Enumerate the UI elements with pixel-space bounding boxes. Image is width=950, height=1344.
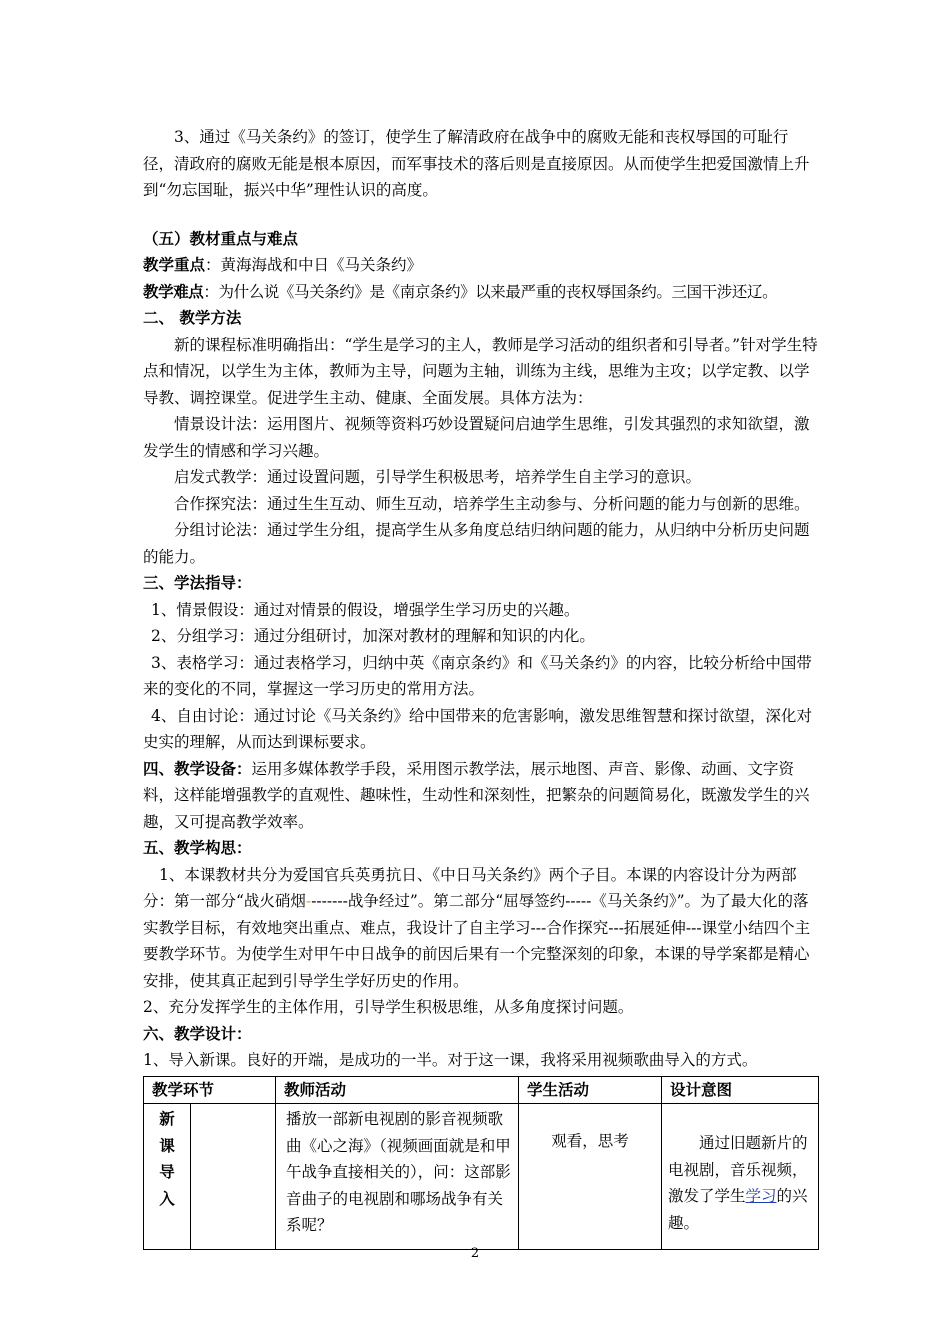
study-guide-item: 1、情景假设：通过对情景的假设，增强学生学习历史的兴趣。 [151, 600, 580, 619]
page-number: 2 [470, 1246, 480, 1261]
design-intro: 1、导入新课。良好的开端，是成功的一半。对于这一课，我将采用视频歌曲导入的方式。 [143, 1051, 758, 1069]
teaching-focus-text: ：黄海海战和中日《马关条约》 [205, 256, 423, 274]
teaching-focus [143, 252, 819, 279]
study-link[interactable]: 学习 [745, 1187, 777, 1205]
method-item: 分组讨论法：通过学生分组，提高学生从多角度总结归纳问题的能力，从归纳中分析历史问题的能力。 [143, 521, 810, 566]
concept-point-2: 2、充分发挥学生的主体作用，引导学生积极思维，从多角度探讨问题。 [143, 998, 634, 1016]
table-header-row [144, 1076, 819, 1104]
equipment-text: 运用多媒体教学手段，采用图示教学法，展示地图、声音、影像、动画、文字资料，这样能增强教学的直观性、趣味性，生动性和深刻性，把繁杂的问题简易化，既激发学生的兴趣，又可提高教学效率。 [143, 759, 810, 831]
study-guide-item: 4、自由讨论：通过讨论《马关条约》给中国带来的危害影响，激发思维智慧和探讨欲望，深化对史实的理解，从而达到课标要求。 [143, 706, 812, 751]
study-guide-heading: 三、学法指导： [143, 573, 252, 592]
stage-char: 导 [159, 1162, 175, 1181]
teaching-focus-label: 教学重点 [143, 255, 206, 274]
concept-point-1-text-cont: -------战争经过”。第二部分“屈辱签约-----《马关条约》”。为了最大化的落实教学目标，有效地突出重点、难点，我设计了自主学习---合作探究---拓展延伸---课堂小结四个主要教学环节。为使学生对甲午中日战争的前因后果有一个完整深刻的印象，本课的导学案都是精心安排，使其真正起到引导学生学好历史的作用。 [143, 892, 811, 990]
teaching-difficulty-text: ：为什么说《马关条约》是《南京条约》以来最严重的丧权辱国条约。三国干涉还辽。 [203, 282, 778, 301]
methods-heading: 二、 教学方法 [143, 308, 242, 327]
study-guide-item: 2、分组学习：通过分组研讨，加深对教材的理解和知识的内化。 [151, 627, 595, 645]
methods-intro: 新的课程标准明确指出：“学生是学习的主人，教师是学习活动的组织者和引导者。”针对学生特点和情况，以学生为主体，教师为主导，问题为主轴，训练为主线，思维为主攻；以学定教、以学导教、调控课堂。促进学生主动、健康、全面发展。具体方法为： [143, 335, 818, 407]
teacher-activity-cell: 播放一部新电视剧的影音视频歌曲《心之海》（视频画面就是和甲午战争直接相关的），问：这部影音曲子的电视剧和哪场战争有关系呢？ [276, 1104, 519, 1250]
stage-char: 课 [159, 1135, 175, 1155]
header-design-intent: 设计意图 [662, 1076, 819, 1104]
header-teacher-activity: 教师活动 [276, 1076, 519, 1104]
study-guide-item: 3、表格学习：通过表格学习，归纳中英《南京条约》和《马关条约》的内容，比较分析给中国带来的变化的不同，掌握这一学习历史的常用方法。 [143, 653, 812, 698]
method-item: 启发式教学：通过设置问题，引导学生积极思考，培养学生自主学习的意识。 [174, 468, 702, 486]
teaching-difficulty-label: 教学难点 [143, 281, 204, 301]
method-item: 情景设计法：运用图片、视频等资料巧妙设置疑问启迪学生思维，引发其强烈的求知欲望，激发学生的情感和学习兴趣。 [143, 415, 810, 460]
stage-char: 新 [159, 1109, 175, 1128]
document-body [143, 124, 819, 1250]
design-heading: 六、教学设计： [143, 1023, 252, 1043]
empty-cell [191, 1104, 276, 1250]
cursor-dot: - [305, 892, 312, 910]
concept-point-1-text: 1、本课教材共分为爱国官兵英勇抗日、《中日马关条约》两个子目。本课的内容设计分为两部分：第一部分“战火硝烟 [143, 865, 797, 910]
stage-char: 入 [159, 1188, 175, 1208]
lesson-design-table [143, 1076, 819, 1251]
concept-heading: 五、教学构思： [143, 838, 252, 857]
design-intent-cell [662, 1104, 819, 1250]
header-teaching-stage: 教学环节 [144, 1076, 276, 1104]
table-row [144, 1104, 819, 1250]
equipment-paragraph [143, 756, 819, 836]
teaching-difficulty [143, 279, 819, 306]
method-item: 合作探究法：通过生生互动、师生互动，培养学生主动参与、分析问题的能力与创新的思维。 [174, 494, 810, 513]
objective-point-3: 3、通过《马关条约》的签订，使学生了解清政府在战争中的腐败无能和丧权辱国的可耻行径，清政府的腐败无能是根本原因，而军事技术的落后则是直接原因。从而使学生把爱国激情上升到“勿忘国耻，振兴中华”理性认识的高度。 [143, 128, 810, 199]
key-points-heading: （五）教材重点与难点 [143, 228, 299, 248]
student-activity-cell: 观看，思考 [519, 1104, 662, 1250]
stage-cell [144, 1104, 191, 1250]
concept-point-1 [143, 862, 819, 995]
design-intent-part: 的兴趣。 [668, 1187, 808, 1232]
equipment-heading: 四、教学设备： [143, 758, 252, 778]
design-intent-part: 通过旧题新片的电视剧，音乐视频，激发了学生 [668, 1134, 808, 1205]
header-student-activity: 学生活动 [519, 1076, 662, 1104]
design-intent-text [668, 1106, 812, 1236]
